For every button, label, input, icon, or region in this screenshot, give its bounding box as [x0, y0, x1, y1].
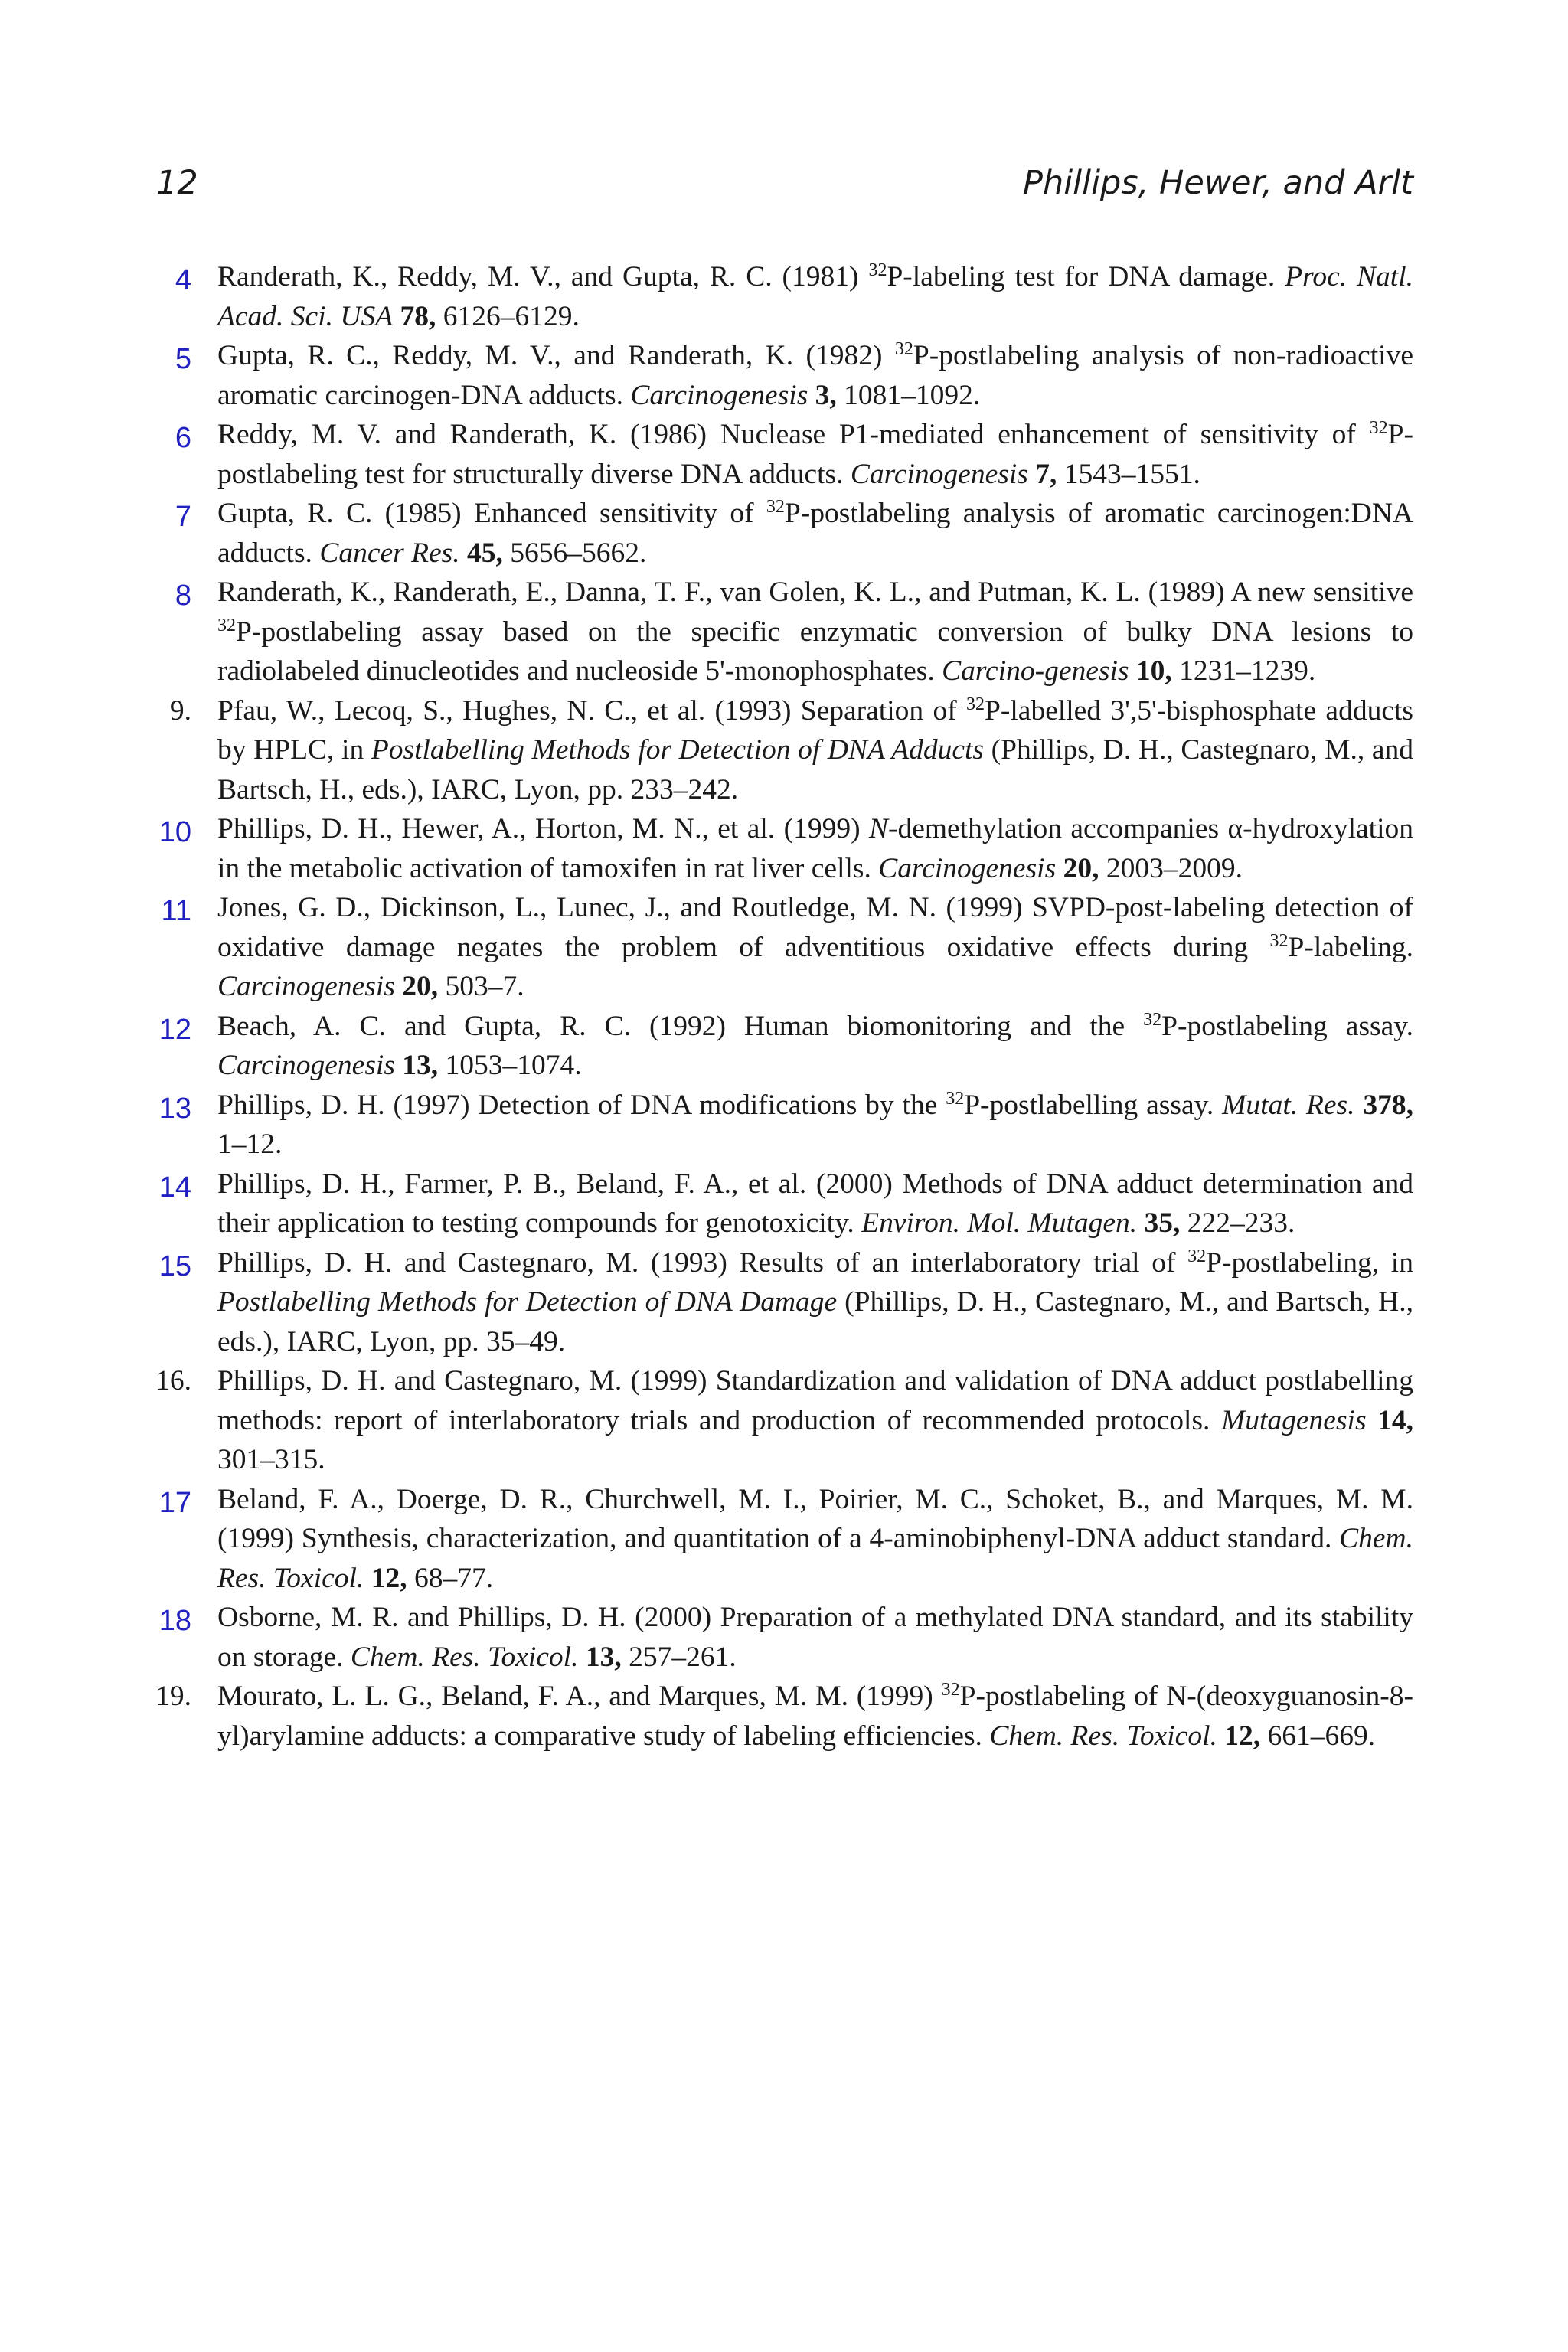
reference-number: 19. — [155, 1681, 191, 1712]
reference-text: Osborne, M. R. and Phillips, D. H. (2000) Preparation of a methylated DNA standard, and its stability on storage. Chem. Res. Toxicol. 13, 257–261. — [217, 1602, 1413, 1673]
reference-text: Reddy, M. V. and Randerath, K. (1986) Nuclease P1-mediated enhancement of sensitivity of $^{32}$P-postlabeling test for structurally diverse DNA adducts. Carcinogenesis 7, 1543–1551. — [217, 418, 1413, 490]
page-number: 12 — [156, 164, 198, 202]
reference-number-link[interactable]: 13 — [158, 1092, 191, 1125]
reference-number-link[interactable]: 18 — [158, 1605, 191, 1637]
reference-number-link[interactable]: 15 — [158, 1250, 191, 1282]
reference-text: Phillips, D. H. and Castegnaro, M. (1993) Results of an interlaboratory trial of $^{32}$P-postlabeling, in Postlabelling Methods for Detection of DNA Damage (Phillips, D. H., Castegnaro, M., and Bartsch, H., eds.), IARC, Lyon, pp. 35–49. — [217, 1246, 1413, 1357]
reference-item — [149, 1480, 1413, 1599]
reference-text: Randerath, K., Reddy, M. V., and Gupta, R. C. (1981) $^{32}$P-labeling test for DNA damage. Proc. Natl. Acad. Sci. USA 78, 6126–6129. — [217, 260, 1414, 332]
reference-text: Jones, G. D., Dickinson, L., Lunec, J., and Routledge, M. N. (1999) SVPD-post-labeling detection of oxidative damage negates the problem of adventitious oxidative effects during $^{32}$P-labeling. Carcinogenesis 20, 503–7. — [217, 892, 1413, 1002]
reference-number-link[interactable]: 5 — [175, 343, 191, 375]
reference-text: Phillips, D. H. and Castegnaro, M. (1999) Standardization and validation of DNA adduct postlabelling methods: report of interlaboratory trials and production of recommended protocols. Mutagenesis 14, 301–315. — [217, 1365, 1414, 1475]
reference-text: Beach, A. C. and Gupta, R. C. (1992) Human biomonitoring and the $^{32}$P-postlabeling assay. Carcinogenesis 13, 1053–1074. — [217, 1009, 1413, 1081]
reference-item — [149, 336, 1413, 415]
reference-text: Phillips, D. H., Hewer, A., Horton, M. N., et al. (1999) N-demethylation accompanies α-hydroxylation in the metabolic activation of tamoxifen in rat liver cells. Carcinogenesis 20, 2003–2009. — [217, 813, 1413, 884]
reference-text: Phillips, D. H., Farmer, P. B., Beland, F. A., et al. (2000) Methods of DNA adduct determination and their application to testing compounds for genotoxicity. Environ. Mol. Mutagen. 35, 222–233. — [217, 1168, 1413, 1239]
running-head — [156, 164, 1413, 210]
reference-item — [149, 888, 1413, 1007]
reference-item — [149, 415, 1413, 494]
reference-number-link[interactable]: 6 — [175, 422, 191, 454]
reference-number-link[interactable]: 12 — [158, 1013, 191, 1046]
reference-item — [149, 494, 1413, 573]
reference-item — [149, 573, 1413, 691]
reference-number-link[interactable]: 17 — [158, 1486, 191, 1519]
reference-item — [149, 1007, 1413, 1086]
reference-number-link[interactable]: 8 — [175, 580, 191, 612]
reference-number: 9. — [169, 694, 191, 727]
reference-item — [149, 691, 1413, 810]
reference-item — [149, 1598, 1413, 1677]
reference-item — [149, 1677, 1413, 1756]
reference-list — [149, 257, 1413, 1756]
reference-item — [149, 1361, 1413, 1480]
reference-number-link[interactable]: 14 — [158, 1171, 191, 1204]
reference-text: Gupta, R. C. (1985) Enhanced sensitivity of $^{32}$P-postlabeling analysis of aromatic carcinogen:DNA adducts. Cancer Res. 45, 5656–5662. — [217, 497, 1413, 569]
reference-number-link[interactable]: 4 — [175, 264, 191, 296]
reference-text: Pfau, W., Lecoq, S., Hughes, N. C., et al. (1993) Separation of $^{32}$P-labelled 3',5'-bisphosphate adducts by HPLC, in Postlabelling Methods for Detection of DNA Adducts (Phillips, D. H., Castegnaro, M., and Bartsch, H., eds.), IARC, Lyon, pp. 233–242. — [217, 694, 1413, 805]
running-head-authors: Phillips, Hewer, and Arlt — [1023, 164, 1413, 202]
reference-item — [149, 1165, 1413, 1243]
reference-item — [149, 809, 1413, 888]
reference-number: 16. — [155, 1365, 191, 1396]
reference-number-link[interactable]: 7 — [175, 501, 191, 533]
reference-text: Gupta, R. C., Reddy, M. V., and Randerath, K. (1982) $^{32}$P-postlabeling analysis of non-radioactive aromatic carcinogen-DNA adducts. Carcinogenesis 3, 1081–1092. — [217, 339, 1413, 411]
reference-text: Beland, F. A., Doerge, D. R., Churchwell, M. I., Poirier, M. C., Schoket, B., and Marques, M. M. (1999) Synthesis, characterization, and quantitation of a 4-aminobiphenyl-DNA adduct standard. Chem. Res. Toxicol. 12, 68–77. — [217, 1483, 1413, 1594]
reference-item — [149, 1086, 1413, 1165]
reference-text: Randerath, K., Randerath, E., Danna, T. F., van Golen, K. L., and Putman, K. L. (1989) A new sensitive $^{32}$P-postlabeling assay based on the specific enzymatic conversion of bulky DNA lesions to radiolabeled dinucleotides and nucleoside 5'-monophosphates. Carcino-genesis 10, 1231–1239. — [217, 577, 1413, 687]
reference-item — [149, 257, 1413, 336]
reference-number-link[interactable]: 11 — [161, 895, 191, 927]
reference-text: Mourato, L. L. G., Beland, F. A., and Marques, M. M. (1999) $^{32}$P-postlabeling of N-(deoxyguanosin-8-yl)arylamine adducts: a comparative study of labeling efficiencies. Chem. Res. Toxicol. 12, 661–669. — [217, 1680, 1413, 1752]
reference-item — [149, 1243, 1413, 1362]
reference-number-link[interactable]: 10 — [158, 816, 191, 848]
reference-text: Phillips, D. H. (1997) Detection of DNA modifications by the $^{32}$P-postlabelling assay. Mutat. Res. 378, 1–12. — [217, 1088, 1414, 1160]
